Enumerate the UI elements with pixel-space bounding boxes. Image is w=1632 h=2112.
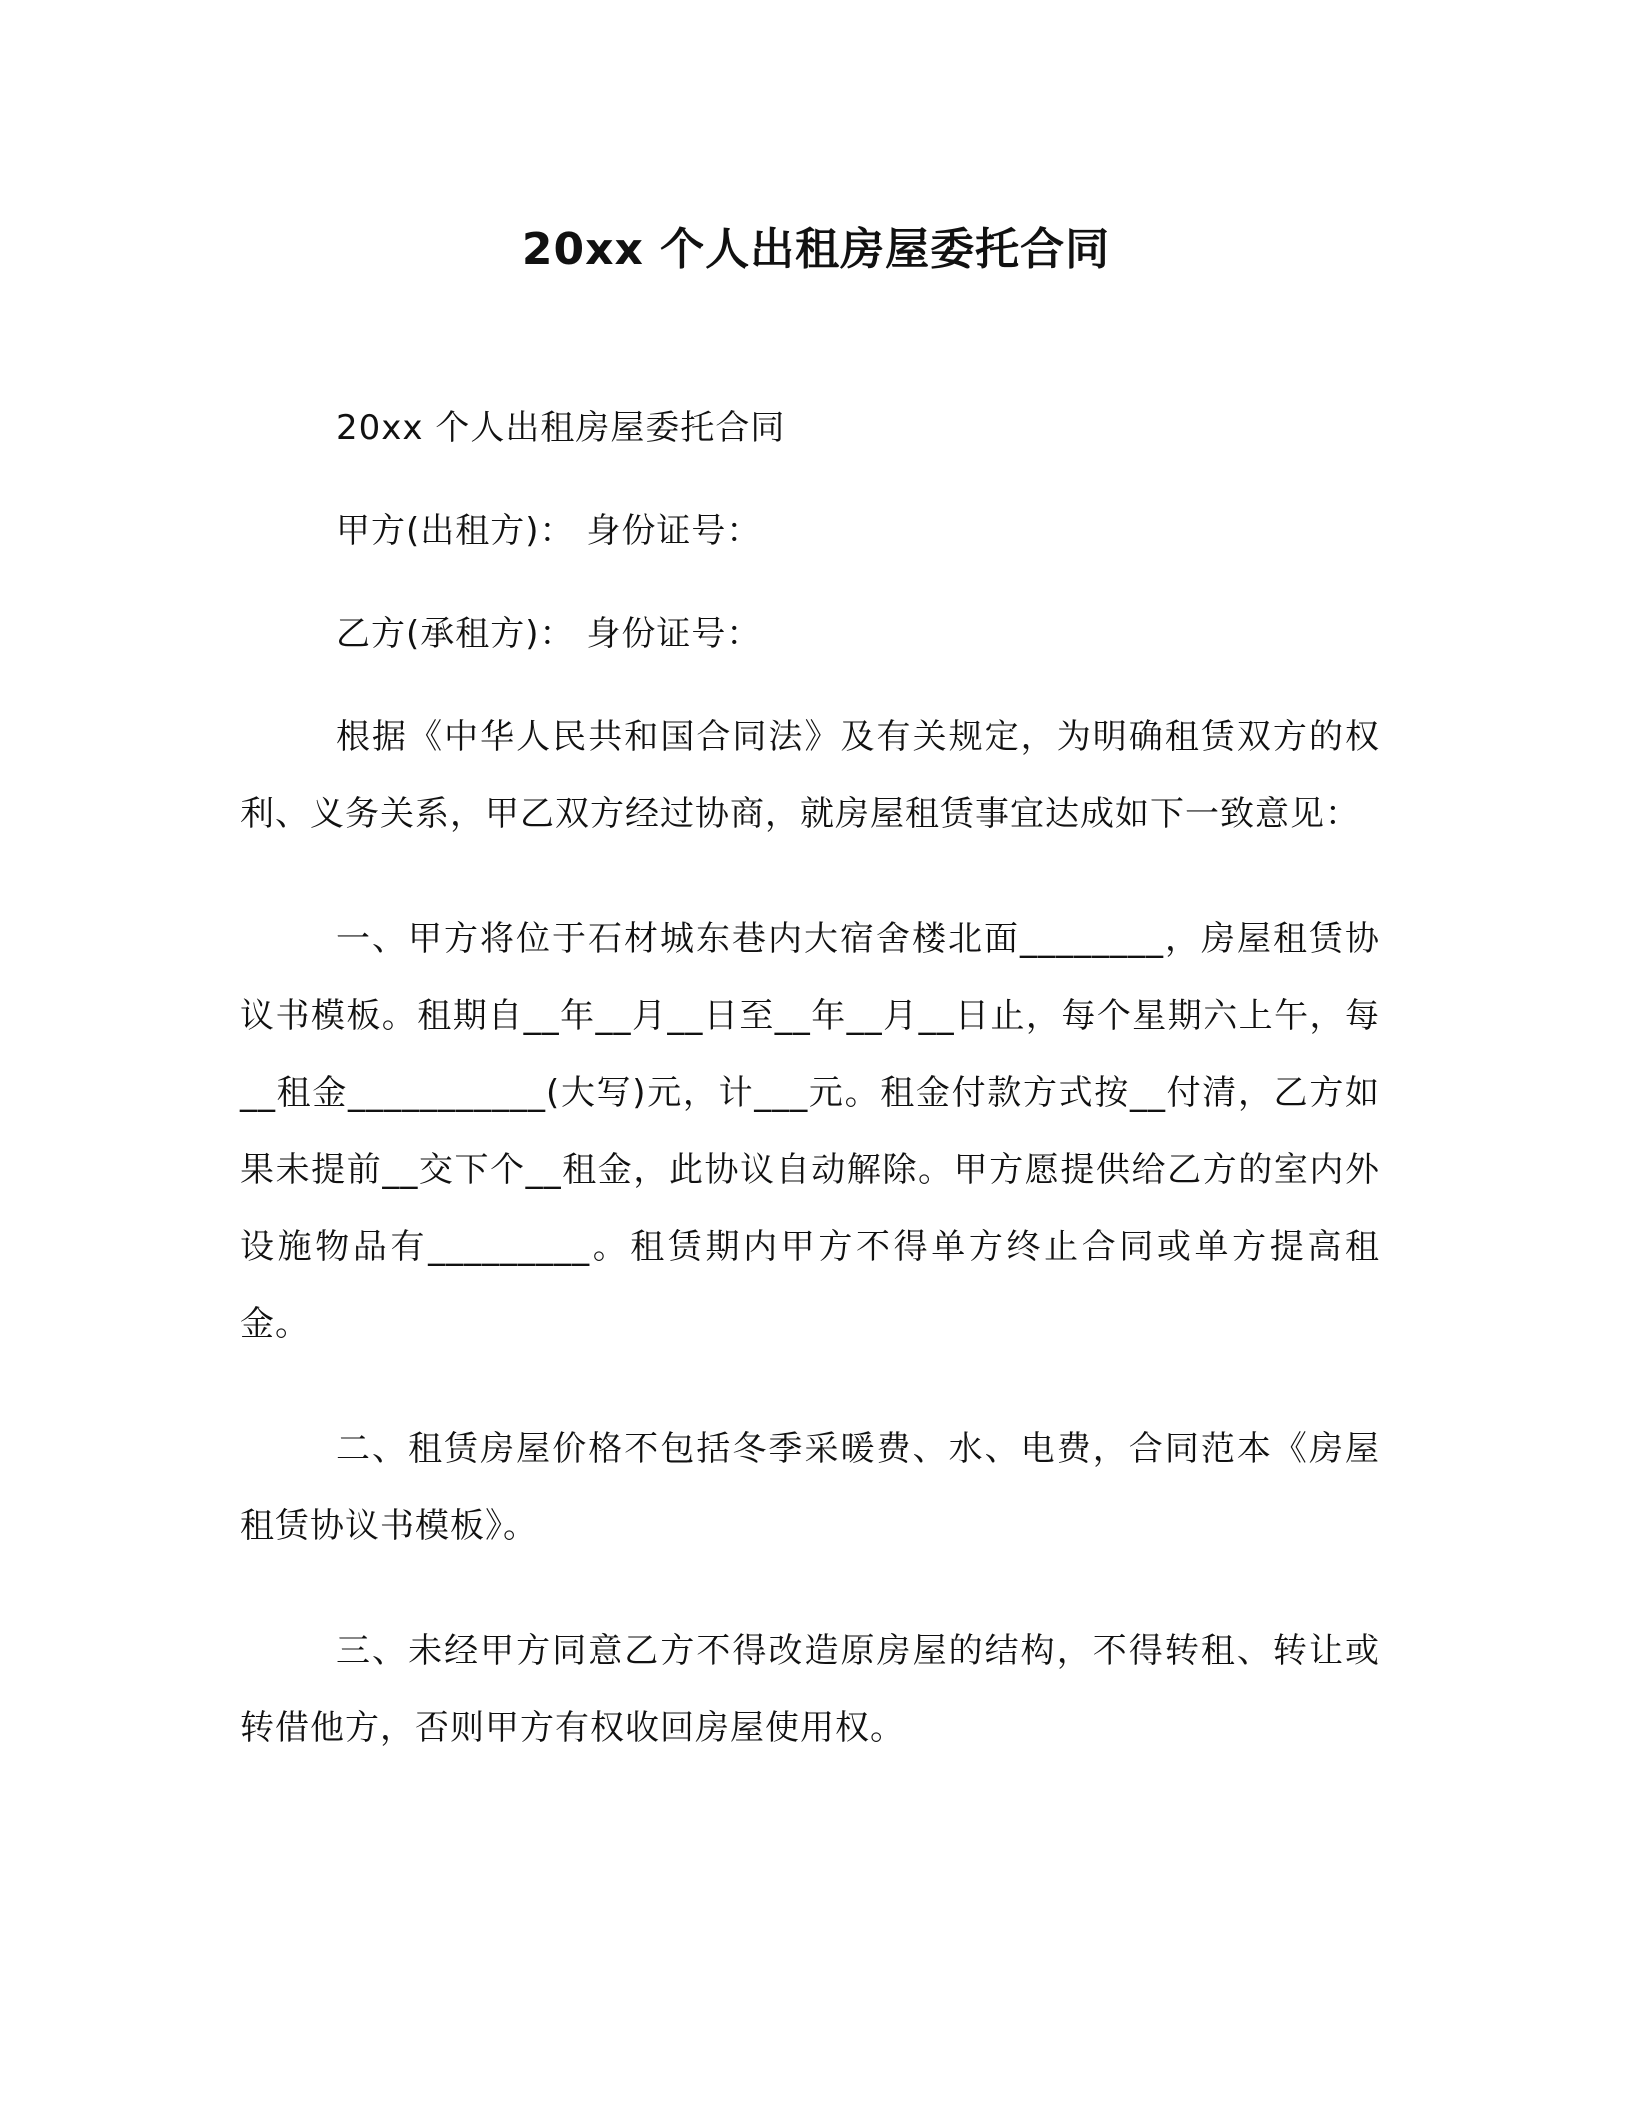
clause-2-paragraph: 二、租赁房屋价格不包括冬季采暖费、水、电费，合同范本《房屋租赁协议书模板》。 <box>240 1429 1380 1546</box>
clause-1-paragraph: 一、甲方将位于石材城东巷内大宿舍楼北面________，房屋租赁协议书模板。租期自__年__月__日至__年__月__日止，每个星期六上午，每__租金___________(大写)元，计___元。租金付款方式按__付清，乙方如果未提前__交下个__租金，此协议自动解除。甲方愿提供给乙方的室内外设施物品有_________。租赁期内甲方不得单方终止合同或单方提高租金。 <box>240 919 1380 1344</box>
document-body <box>240 390 1380 1767</box>
preamble-paragraph: 根据《中华人民共和国合同法》及有关规定，为明确租赁双方的权利、义务关系，甲乙双方经过协商，就房屋租赁事宜达成如下一致意见： <box>240 717 1380 834</box>
document-title: 20xx 个人出租房屋委托合同 <box>521 224 1111 275</box>
clause-3-paragraph: 三、未经甲方同意乙方不得改造原房屋的结构，不得转租、转让或转借他方，否则甲方有权收回房屋使用权。 <box>240 1631 1380 1748</box>
party-a-line: 甲方(出租方)： 身份证号： <box>336 511 762 551</box>
party-b-line: 乙方(承租方)： 身份证号： <box>336 614 762 654</box>
contract-heading-line: 20xx 个人出租房屋委托合同 <box>336 408 786 448</box>
